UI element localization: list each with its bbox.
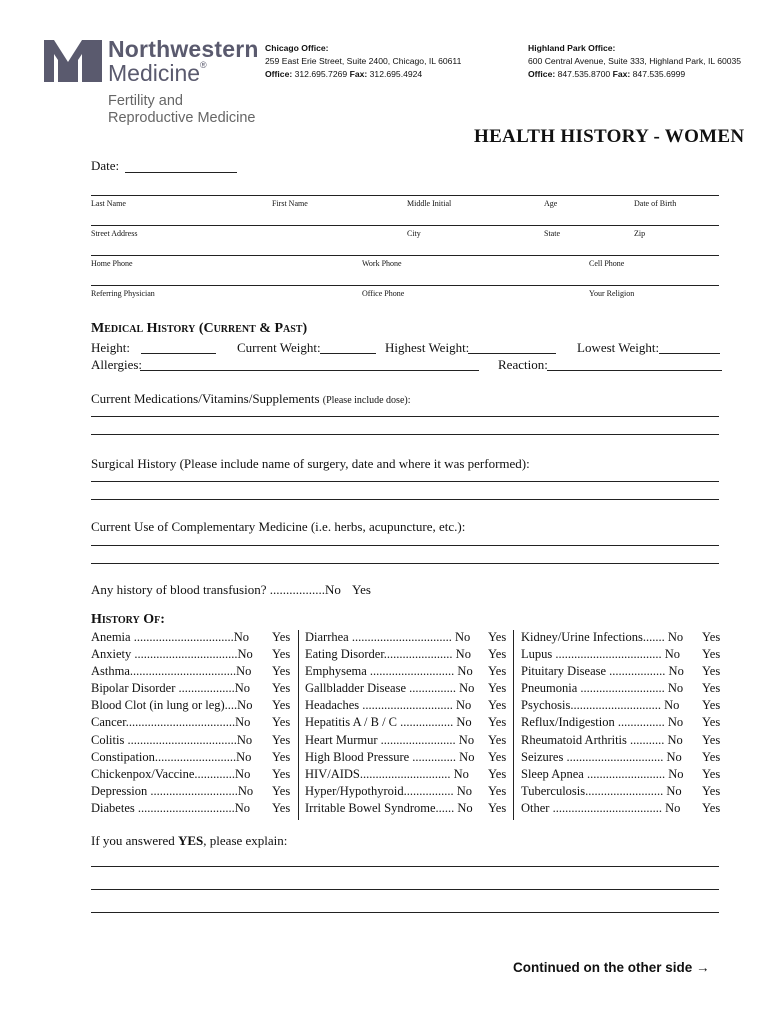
phone-line[interactable] bbox=[91, 255, 719, 256]
complementary-line-1[interactable] bbox=[91, 545, 719, 546]
logo-title: Northwestern bbox=[108, 36, 259, 62]
highest-weight-label: Highest Weight: bbox=[385, 340, 470, 355]
history-item-label: Cancer...................................No bbox=[91, 715, 251, 730]
history-item-label: Reflux/Indigestion ............... No bbox=[521, 715, 684, 730]
history-item[interactable] bbox=[91, 732, 296, 749]
age-label: Age bbox=[544, 199, 558, 208]
allergies-field[interactable] bbox=[140, 370, 479, 371]
history-yes-option[interactable]: Yes bbox=[702, 715, 721, 730]
history-item-label: Sleep Apnea ......................... No bbox=[521, 766, 684, 781]
history-item[interactable] bbox=[305, 663, 510, 680]
explain-line-3[interactable] bbox=[91, 912, 719, 913]
current-weight-label: Current Weight: bbox=[237, 340, 321, 355]
history-yes-option[interactable]: Yes bbox=[272, 749, 291, 764]
history-yes-option[interactable]: Yes bbox=[488, 715, 507, 730]
history-yes-option[interactable]: Yes bbox=[272, 698, 291, 713]
history-yes-option[interactable]: Yes bbox=[488, 647, 507, 662]
history-item-label: Eating Disorder...................... No bbox=[305, 647, 471, 662]
history-item[interactable] bbox=[521, 697, 726, 714]
history-item-label: Heart Murmur ........................ No bbox=[305, 732, 475, 747]
history-item-label: Bipolar Disorder ..................No bbox=[91, 681, 251, 696]
medications-label: Current Medications/Vitamins/Supplements (Please include dose): bbox=[91, 391, 411, 406]
name-line[interactable] bbox=[91, 195, 719, 196]
history-yes-option[interactable]: Yes bbox=[702, 630, 721, 644]
history-yes-option[interactable]: Yes bbox=[702, 647, 721, 662]
history-yes-option[interactable]: Yes bbox=[702, 664, 721, 679]
history-item[interactable] bbox=[305, 749, 510, 766]
history-yes-option[interactable]: Yes bbox=[488, 732, 507, 747]
reaction-label: Reaction: bbox=[498, 357, 548, 372]
history-item[interactable] bbox=[305, 732, 510, 749]
history-item-label: Other ................................... No bbox=[521, 800, 681, 815]
lowest-weight-field[interactable] bbox=[659, 353, 720, 354]
explain-line-2[interactable] bbox=[91, 889, 719, 890]
history-yes-option[interactable]: Yes bbox=[488, 766, 507, 781]
history-item[interactable] bbox=[521, 629, 726, 646]
highest-weight-field[interactable] bbox=[468, 353, 556, 354]
address-line[interactable] bbox=[91, 225, 719, 226]
history-item[interactable] bbox=[521, 783, 726, 800]
complementary-line-2[interactable] bbox=[91, 563, 719, 564]
transfusion-yes[interactable]: Yes bbox=[352, 582, 371, 597]
history-item[interactable] bbox=[305, 800, 510, 817]
religion-label: Your Religion bbox=[589, 289, 635, 298]
surgical-history-label: Surgical History (Please include name of surgery, date and where it was performed): bbox=[91, 456, 530, 471]
medications-line-2[interactable] bbox=[91, 434, 719, 435]
history-item[interactable] bbox=[521, 766, 726, 783]
history-yes-option[interactable]: Yes bbox=[702, 681, 721, 696]
history-item-label: Pituitary Disease .................. No bbox=[521, 664, 684, 679]
reaction-field[interactable] bbox=[547, 370, 722, 371]
middle-initial-label: Middle Initial bbox=[407, 199, 452, 208]
history-yes-option[interactable]: Yes bbox=[488, 783, 507, 798]
height-label: Height: bbox=[91, 340, 130, 355]
history-item[interactable] bbox=[91, 766, 296, 783]
highland-park-office: Highland Park Office: 600 Central Avenue, Suite 333, Highland Park, IL 60035 Office: 847.535.8700 Fax: 847.535.6999 bbox=[528, 43, 742, 79]
last-name-label: Last Name bbox=[91, 199, 126, 208]
explain-label: If you answered YES, please explain: bbox=[91, 833, 288, 848]
history-item-label: Blood Clot (in lung or leg)....No bbox=[91, 698, 253, 713]
history-yes-option[interactable]: Yes bbox=[488, 630, 507, 644]
history-item[interactable] bbox=[91, 646, 296, 663]
history-item[interactable] bbox=[91, 697, 296, 714]
history-item-label: HIV/AIDS............................. No bbox=[305, 766, 469, 781]
surgical-line-1[interactable] bbox=[91, 481, 719, 482]
history-item-label: Headaches ............................. No bbox=[305, 698, 472, 713]
dob-label: Date of Birth bbox=[634, 199, 677, 208]
history-item-label: Pneumonia ........................... No bbox=[521, 681, 684, 696]
referring-physician-label: Referring Physician bbox=[91, 289, 155, 298]
history-yes-option[interactable]: Yes bbox=[272, 681, 291, 696]
history-item-label: Diarrhea ................................ No bbox=[305, 630, 471, 644]
history-yes-option[interactable]: Yes bbox=[488, 698, 507, 713]
history-item[interactable] bbox=[91, 749, 296, 766]
history-yes-option[interactable]: Yes bbox=[272, 783, 291, 798]
history-yes-option[interactable]: Yes bbox=[272, 800, 291, 815]
history-item-label: Anemia ................................No bbox=[91, 630, 249, 644]
history-item[interactable] bbox=[91, 663, 296, 680]
history-item-label: Lupus .................................. No bbox=[521, 647, 681, 662]
history-item[interactable] bbox=[521, 800, 726, 817]
history-item[interactable] bbox=[91, 629, 296, 646]
history-item[interactable] bbox=[521, 714, 726, 731]
history-item[interactable] bbox=[305, 783, 510, 800]
history-yes-option[interactable]: Yes bbox=[488, 681, 507, 696]
history-item[interactable] bbox=[305, 697, 510, 714]
date-field[interactable] bbox=[125, 172, 237, 173]
transfusion-question[interactable]: Any history of blood transfusion? .................No bbox=[91, 582, 341, 597]
logo-subtitle: Medicine® bbox=[108, 60, 207, 86]
history-item[interactable] bbox=[521, 663, 726, 680]
history-item-label: Depression ............................No bbox=[91, 783, 254, 798]
date-label: Date: bbox=[91, 158, 120, 173]
continued-footer: Continued on the other side → bbox=[513, 960, 710, 975]
cell-phone-label: Cell Phone bbox=[589, 259, 625, 268]
history-item[interactable] bbox=[521, 680, 726, 697]
history-yes-option[interactable]: Yes bbox=[488, 749, 507, 764]
history-item-label: Anxiety .................................No bbox=[91, 647, 253, 662]
height-field[interactable] bbox=[141, 353, 216, 354]
history-yes-option[interactable]: Yes bbox=[272, 732, 291, 747]
history-item[interactable] bbox=[521, 732, 726, 749]
column-divider-1 bbox=[298, 630, 299, 820]
history-item-label: High Blood Pressure .............. No bbox=[305, 749, 475, 764]
history-yes-option[interactable]: Yes bbox=[272, 630, 291, 644]
surgical-line-2[interactable] bbox=[91, 499, 719, 500]
history-of-heading: History Of: bbox=[91, 612, 165, 627]
history-item[interactable] bbox=[305, 646, 510, 663]
first-name-label: First Name bbox=[272, 199, 308, 208]
history-item-label: Constipation..........................No bbox=[91, 749, 252, 764]
history-yes-option[interactable]: Yes bbox=[702, 783, 721, 798]
column-divider-2 bbox=[513, 630, 514, 820]
history-item-label: Kidney/Urine Infections....... No bbox=[521, 630, 684, 644]
history-item[interactable] bbox=[521, 646, 726, 663]
street-label: Street Address bbox=[91, 229, 138, 238]
complementary-medicine-label: Current Use of Complementary Medicine (i.e. herbs, acupuncture, etc.): bbox=[91, 519, 466, 534]
physician-line[interactable] bbox=[91, 285, 719, 286]
page-title: HEALTH HISTORY - WOMEN bbox=[474, 126, 745, 147]
explain-line-1[interactable] bbox=[91, 866, 719, 867]
history-yes-option[interactable]: Yes bbox=[702, 698, 721, 713]
history-item[interactable] bbox=[91, 783, 296, 800]
history-item-label: Rheumatoid Arthritis ........... No bbox=[521, 732, 683, 747]
history-yes-option[interactable]: Yes bbox=[272, 766, 291, 781]
history-yes-option[interactable]: Yes bbox=[272, 715, 291, 730]
history-item-label: Irritable Bowel Syndrome...... No bbox=[305, 800, 473, 815]
northwestern-logo-mark-icon bbox=[44, 40, 102, 82]
medical-history-heading: Medical History (Current & Past) bbox=[91, 321, 308, 336]
history-yes-option[interactable]: Yes bbox=[272, 664, 291, 679]
history-item-label: Psychosis............................. No bbox=[521, 698, 680, 713]
history-item[interactable] bbox=[305, 680, 510, 697]
history-item-label: Chickenpox/Vaccine.............No bbox=[91, 766, 251, 781]
history-yes-option[interactable]: Yes bbox=[488, 800, 507, 815]
history-item-label: Asthma..................................No bbox=[91, 664, 252, 679]
history-yes-option[interactable]: Yes bbox=[702, 732, 721, 747]
history-yes-option[interactable]: Yes bbox=[702, 766, 721, 781]
history-column-3 bbox=[521, 629, 726, 817]
history-item-label: Gallbladder Disease ............... No bbox=[305, 681, 475, 696]
history-item[interactable] bbox=[305, 714, 510, 731]
history-item-label: Seizures ............................... No bbox=[521, 749, 682, 764]
history-item[interactable] bbox=[305, 766, 510, 783]
current-weight-field[interactable] bbox=[320, 353, 376, 354]
medications-line-1[interactable] bbox=[91, 416, 719, 417]
zip-label: Zip bbox=[634, 229, 646, 238]
history-yes-option[interactable]: Yes bbox=[702, 749, 721, 764]
office-phone-label: Office Phone bbox=[362, 289, 405, 298]
city-label: City bbox=[407, 229, 421, 238]
history-item[interactable] bbox=[91, 714, 296, 731]
history-yes-option[interactable]: Yes bbox=[702, 800, 721, 815]
work-phone-label: Work Phone bbox=[362, 259, 402, 268]
history-item-label: Diabetes ...............................No bbox=[91, 800, 251, 815]
history-item-label: Hepatitis A / B / C ................. No bbox=[305, 715, 472, 730]
history-item-label: Colitis ...................................No bbox=[91, 732, 253, 747]
state-label: State bbox=[544, 229, 560, 238]
history-item-label: Hyper/Hypothyroid................ No bbox=[305, 783, 472, 798]
history-yes-option[interactable]: Yes bbox=[488, 664, 507, 679]
history-item[interactable] bbox=[91, 800, 296, 817]
history-item[interactable] bbox=[305, 629, 510, 646]
history-item[interactable] bbox=[521, 749, 726, 766]
lowest-weight-label: Lowest Weight: bbox=[577, 340, 660, 355]
home-phone-label: Home Phone bbox=[91, 259, 133, 268]
history-item-label: Emphysema ........................... No bbox=[305, 664, 473, 679]
history-item[interactable] bbox=[91, 680, 296, 697]
allergies-label: Allergies: bbox=[91, 357, 143, 372]
history-item-label: Tuberculosis......................... No bbox=[521, 783, 682, 798]
history-yes-option[interactable]: Yes bbox=[272, 647, 291, 662]
chicago-office: Chicago Office: 259 East Erie Street, Suite 2400, Chicago, IL 60611 Office: 312.695.7269 Fax: 312.695.4924 bbox=[265, 43, 462, 79]
logo-department: Fertility and Reproductive Medicine bbox=[108, 93, 256, 126]
history-column-1 bbox=[91, 629, 296, 817]
history-column-2 bbox=[305, 629, 510, 817]
